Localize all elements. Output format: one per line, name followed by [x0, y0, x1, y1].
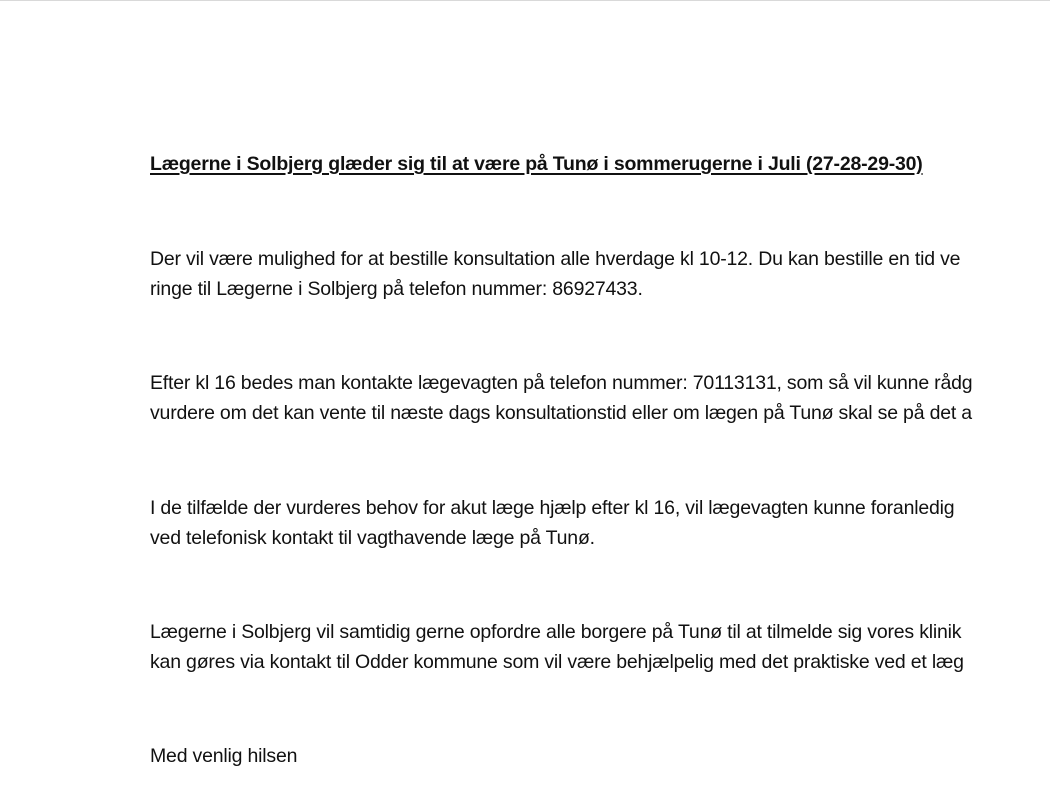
document-title: Lægerne i Solbjerg glæder sig til at være på Tunø i sommerugerne i Juli (27-28-29-30)	[150, 153, 923, 175]
paragraph-line: Der vil være mulighed for at bestille konsultation alle hverdage kl 10-12. Du kan bestille en tid ve	[150, 248, 961, 270]
document-page	[150, 0, 1050, 798]
paragraph-line: Lægerne i Solbjerg vil samtidig gerne opfordre alle borgere på Tunø til at tilmelde sig vores klinik	[150, 621, 962, 643]
paragraph-line: I de tilfælde der vurderes behov for akut læge hjælp efter kl 16, vil lægevagten kunne foranledig	[150, 497, 955, 519]
paragraph-line: ringe til Lægerne i Solbjerg på telefon nummer: 86927433.	[150, 278, 643, 300]
paragraph-line: ved telefonisk kontakt til vagthavende læge på Tunø.	[150, 527, 595, 549]
paragraph-line: vurdere om det kan vente til næste dags konsultationstid eller om lægen på Tunø skal se på det a	[150, 402, 972, 424]
paragraph-line: Efter kl 16 bedes man kontakte lægevagten på telefon nummer: 70113131, som så vil kunne rådg	[150, 372, 973, 394]
paragraph-line: kan gøres via kontakt til Odder kommune som vil være behjælpelig med det praktiske ved et læg	[150, 651, 964, 673]
closing-greeting: Med venlig hilsen	[150, 745, 298, 767]
